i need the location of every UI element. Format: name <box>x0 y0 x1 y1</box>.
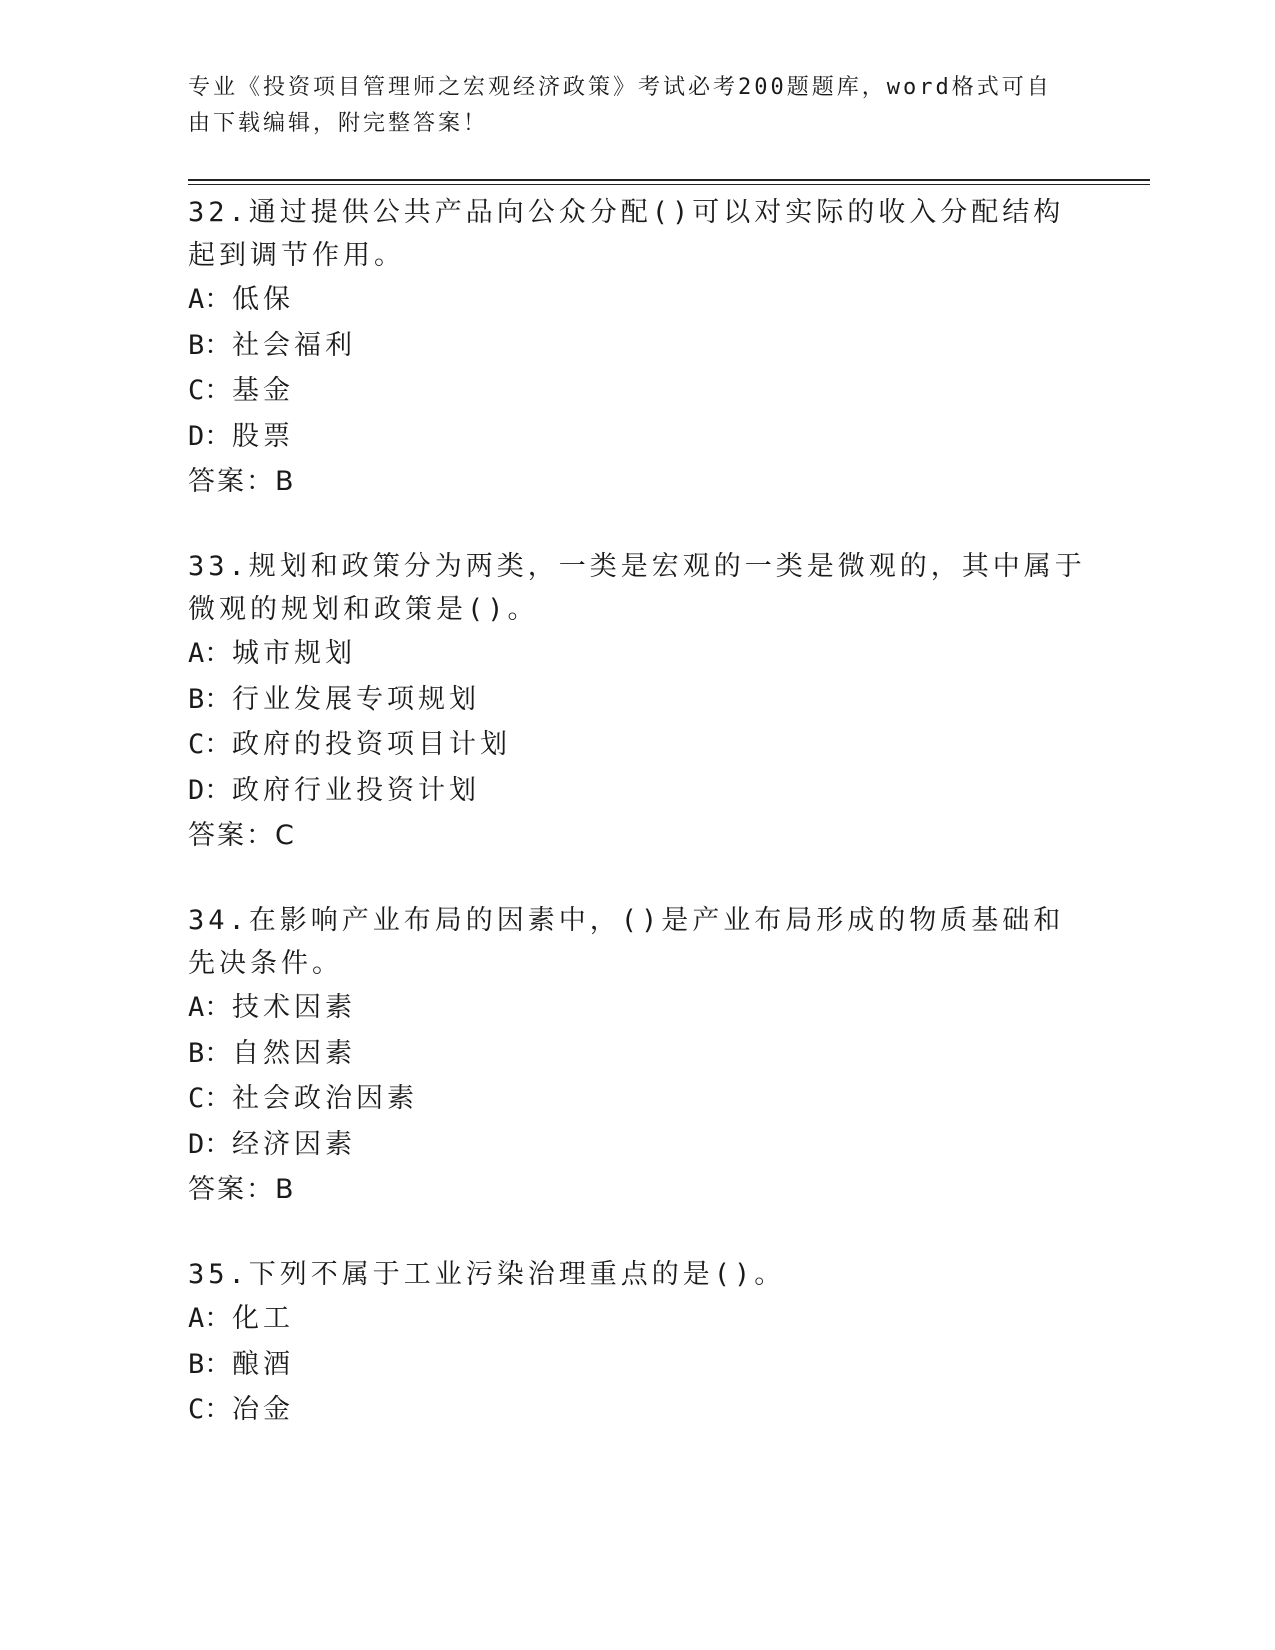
option-text: 基金 <box>232 375 294 406</box>
option-c <box>188 368 1148 414</box>
header-divider-thick <box>188 179 1150 181</box>
question-stem: 34.在影响产业布局的因素中，()是产业布局形成的物质基础和先决条件。 <box>188 905 1065 979</box>
option-key: A： <box>188 992 232 1023</box>
option-text: 政府行业投资计划 <box>232 774 480 806</box>
option-b <box>188 677 1148 723</box>
answer-line: 答案：C <box>188 820 296 851</box>
option-key: D： <box>188 1128 232 1160</box>
question-33 <box>188 545 1148 859</box>
option-d <box>188 768 1148 814</box>
option-c <box>188 1076 1148 1122</box>
option-key: B： <box>188 329 232 361</box>
option-a <box>188 277 1148 323</box>
option-key: A： <box>188 1303 232 1334</box>
option-b <box>188 1031 1148 1077</box>
option-key: C： <box>188 1083 232 1114</box>
option-key: D： <box>188 774 232 806</box>
question-32 <box>188 191 1148 505</box>
option-text: 社会福利 <box>232 329 356 361</box>
option-text: 酿酒 <box>232 1348 294 1380</box>
question-34 <box>188 899 1148 1213</box>
option-a <box>188 985 1148 1031</box>
option-key: B： <box>188 1037 232 1069</box>
option-d <box>188 1122 1148 1168</box>
option-key: B： <box>188 683 232 715</box>
question-stem: 33.规划和政策分为两类，一类是宏观的一类是微观的，其中属于微观的规划和政策是()。 <box>188 551 1086 625</box>
option-text: 股票 <box>232 420 294 452</box>
option-text: 行业发展专项规划 <box>232 683 480 715</box>
option-d <box>188 414 1148 460</box>
option-a <box>188 631 1148 677</box>
answer-line: 答案：B <box>188 1174 296 1205</box>
option-b <box>188 323 1148 369</box>
option-a <box>188 1296 1148 1342</box>
option-text: 技术因素 <box>232 992 356 1023</box>
option-text: 城市规划 <box>232 638 356 669</box>
option-key: A： <box>188 284 232 315</box>
option-key: B： <box>188 1348 232 1380</box>
option-text: 低保 <box>232 284 294 315</box>
option-text: 经济因素 <box>232 1128 356 1160</box>
option-text: 冶金 <box>232 1394 294 1425</box>
answer-line: 答案：B <box>188 466 296 497</box>
option-text: 政府的投资项目计划 <box>232 729 511 760</box>
option-text: 化工 <box>232 1303 294 1334</box>
header-divider-thin <box>188 184 1150 185</box>
option-c <box>188 722 1148 768</box>
question-stem: 32.通过提供公共产品向公众分配()可以对实际的收入分配结构起到调节作用。 <box>188 197 1065 271</box>
option-text: 自然因素 <box>232 1037 356 1069</box>
option-text: 社会政治因素 <box>232 1083 418 1114</box>
option-key: D： <box>188 420 232 452</box>
document-header: 专业《投资项目管理师之宏观经济政策》考试必考200题题库，word格式可自由下载编辑，附完整答案！ <box>188 75 1052 136</box>
option-b <box>188 1342 1148 1388</box>
option-key: A： <box>188 638 232 669</box>
option-key: C： <box>188 729 232 760</box>
option-key: C： <box>188 375 232 406</box>
option-c <box>188 1387 1148 1433</box>
option-key: C： <box>188 1394 232 1425</box>
question-35 <box>188 1253 1148 1433</box>
document-page <box>188 70 1148 1433</box>
question-stem: 35.下列不属于工业污染治理重点的是()。 <box>188 1259 786 1290</box>
